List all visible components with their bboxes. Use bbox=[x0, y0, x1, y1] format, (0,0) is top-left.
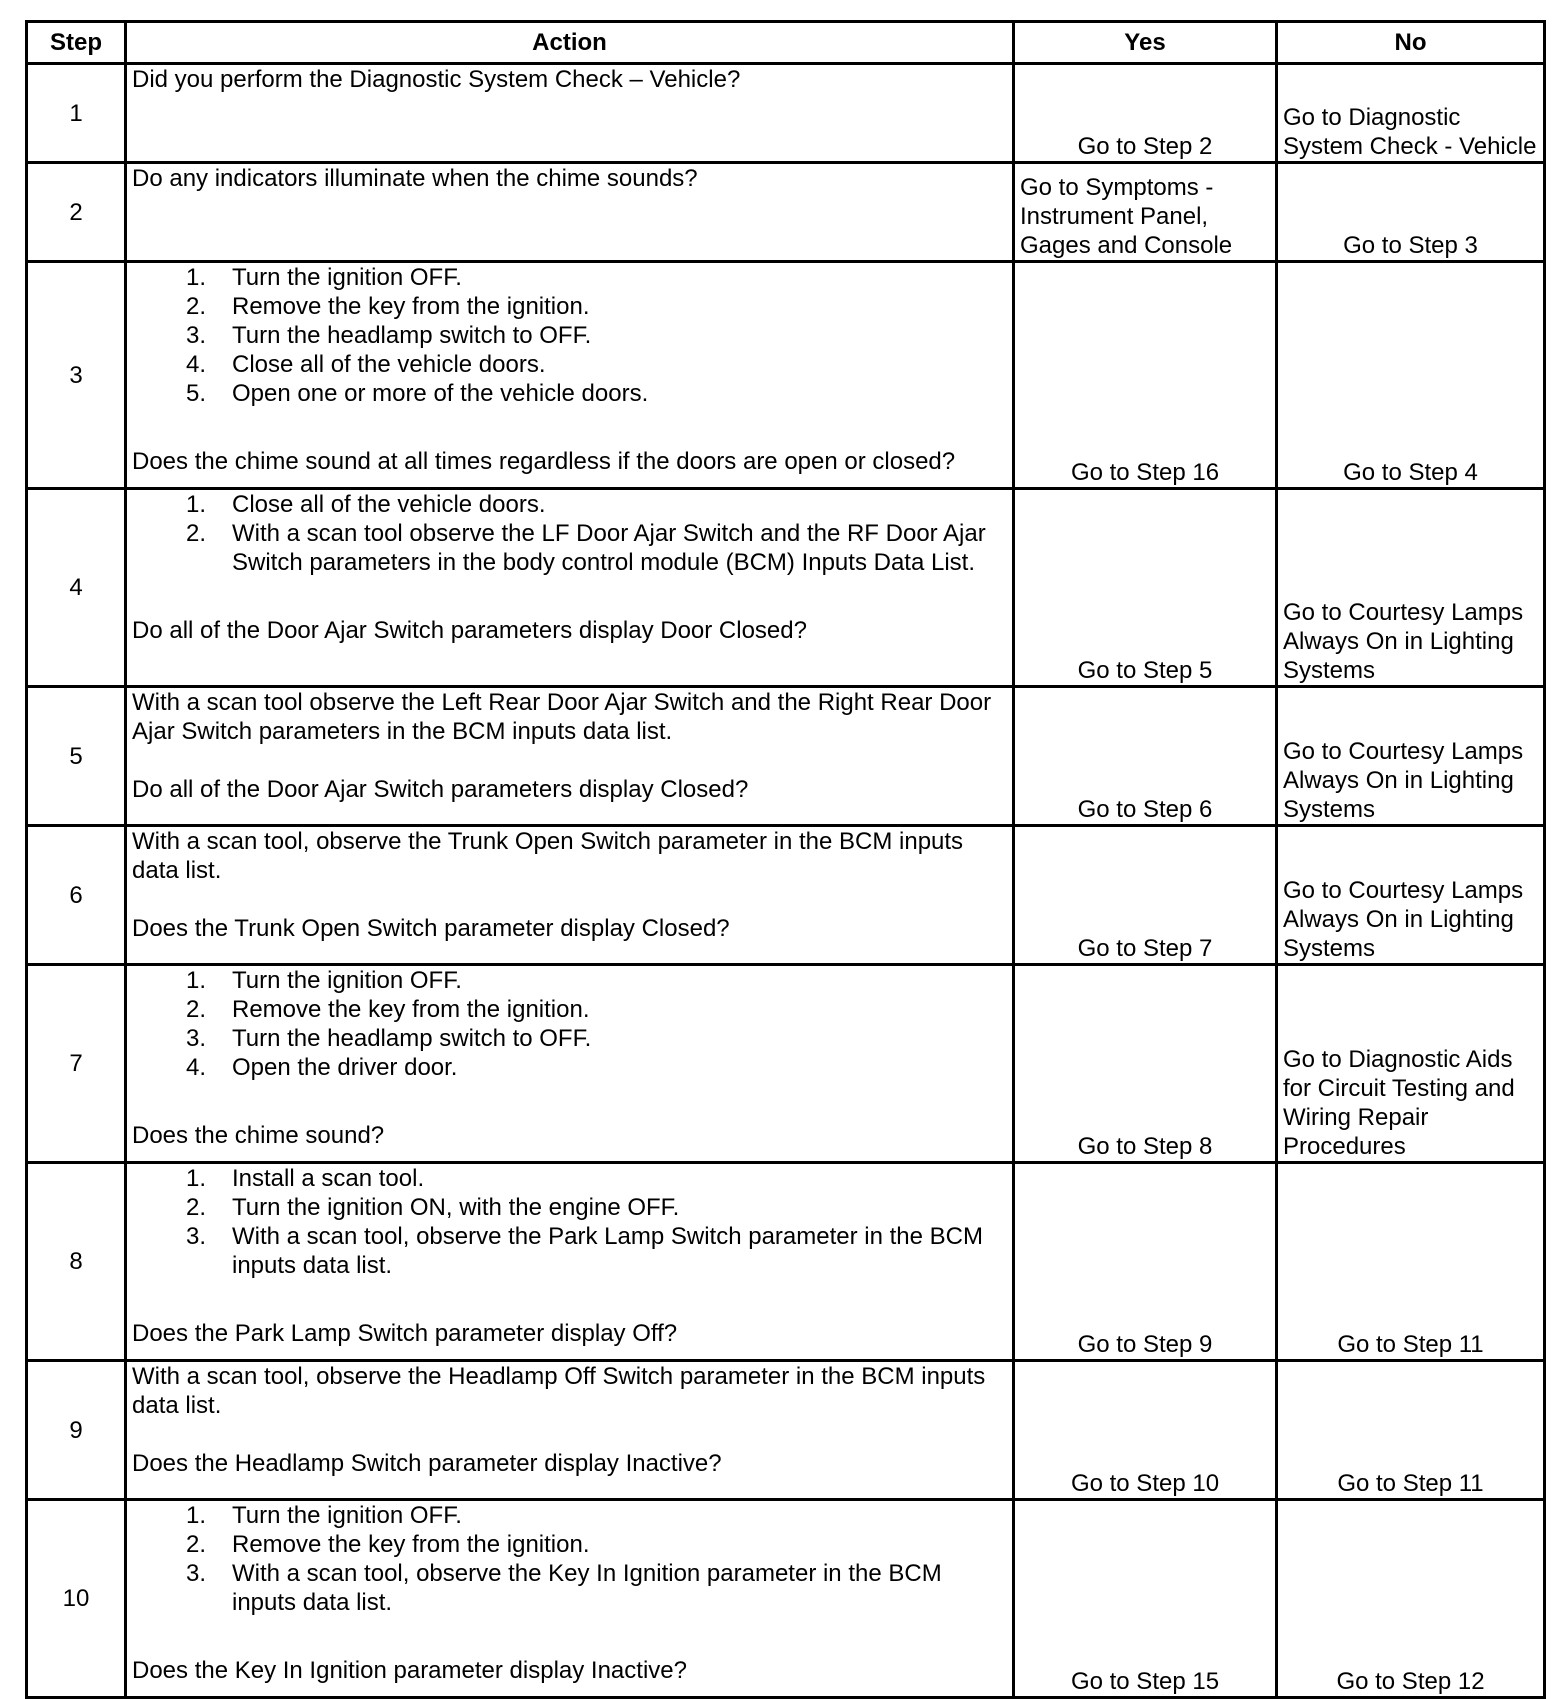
table-row bbox=[27, 163, 1545, 262]
action-text: With a scan tool, observe the Trunk Open Switch parameter in the BCM inputs data list. bbox=[132, 828, 964, 884]
action-question: Does the Headlamp Switch parameter display Inactive? bbox=[132, 1450, 722, 1477]
table-row bbox=[27, 965, 1545, 1163]
yes-cell: Go to Step 10 bbox=[1014, 1361, 1277, 1500]
step-number: 1 bbox=[27, 64, 126, 163]
action-cell bbox=[126, 1361, 1014, 1500]
header-yes: Yes bbox=[1014, 22, 1277, 64]
header-no: No bbox=[1277, 22, 1545, 64]
table-row bbox=[27, 687, 1545, 826]
step-number: 9 bbox=[27, 1361, 126, 1500]
no-cell: Go to Courtesy Lamps Always On in Lighting Systems bbox=[1277, 489, 1545, 687]
action-cell bbox=[126, 489, 1014, 687]
action-cell bbox=[126, 64, 1014, 163]
no-cell: Go to Step 4 bbox=[1277, 262, 1545, 489]
table-row bbox=[27, 1361, 1545, 1500]
list-item: 1. Close all of the vehicle doors. bbox=[185, 491, 546, 518]
step-number: 7 bbox=[27, 965, 126, 1163]
step-number: 3 bbox=[27, 262, 126, 489]
yes-cell: Go to Step 7 bbox=[1014, 826, 1277, 965]
header-step: Step bbox=[27, 22, 126, 64]
step-number: 8 bbox=[27, 1163, 126, 1361]
no-cell: Go to Diagnostic Aids for Circuit Testing and Wiring Repair Procedures bbox=[1277, 965, 1545, 1163]
table-row bbox=[27, 1500, 1545, 1698]
action-steps bbox=[132, 1501, 1007, 1617]
yes-cell: Go to Step 9 bbox=[1014, 1163, 1277, 1361]
yes-cell: Go to Step 5 bbox=[1014, 489, 1277, 687]
header-action: Action bbox=[126, 22, 1014, 64]
action-cell bbox=[126, 826, 1014, 965]
table-row bbox=[27, 262, 1545, 489]
no-cell: Go to Step 11 bbox=[1277, 1361, 1545, 1500]
list-item: 3. With a scan tool, observe the Park Lamp Switch parameter in the BCM inputs data list. bbox=[185, 1223, 983, 1279]
list-item: 2. With a scan tool observe the LF Door Ajar Switch and the RF Door Ajar Switch parameters in the body control module (BCM) Inputs Data List. bbox=[185, 520, 986, 576]
list-item: 3. Turn the headlamp switch to OFF. bbox=[185, 1025, 592, 1052]
list-item: 2. Remove the key from the ignition. bbox=[185, 293, 590, 320]
yes-cell: Go to Step 15 bbox=[1014, 1500, 1277, 1698]
action-steps bbox=[132, 966, 1007, 1082]
header-row bbox=[27, 22, 1545, 64]
list-item: 2. Turn the ignition ON, with the engine OFF. bbox=[185, 1194, 680, 1221]
list-item: 1. Turn the ignition OFF. bbox=[185, 1502, 462, 1529]
action-text: With a scan tool, observe the Headlamp Off Switch parameter in the BCM inputs data list. bbox=[132, 1363, 986, 1419]
no-cell: Go to Diagnostic System Check - Vehicle bbox=[1277, 64, 1545, 163]
no-cell: Go to Courtesy Lamps Always On in Lighting Systems bbox=[1277, 826, 1545, 965]
action-cell bbox=[126, 262, 1014, 489]
action-text: Do any indicators illuminate when the chime sounds? bbox=[132, 165, 698, 192]
list-item: 1. Turn the ignition OFF. bbox=[185, 264, 462, 291]
step-number: 10 bbox=[27, 1500, 126, 1698]
action-steps bbox=[132, 490, 1007, 577]
step-number: 5 bbox=[27, 687, 126, 826]
action-steps bbox=[132, 263, 1007, 408]
table-row bbox=[27, 1163, 1545, 1361]
action-text: With a scan tool observe the Left Rear Door Ajar Switch and the Right Rear Door Ajar Switch parameters in the BCM inputs data list. bbox=[132, 689, 992, 745]
yes-cell: Go to Step 6 bbox=[1014, 687, 1277, 826]
yes-cell: Go to Step 2 bbox=[1014, 64, 1277, 163]
yes-cell: Go to Step 16 bbox=[1014, 262, 1277, 489]
no-cell: Go to Courtesy Lamps Always On in Lighting Systems bbox=[1277, 687, 1545, 826]
action-question: Do all of the Door Ajar Switch parameters display Closed? bbox=[132, 776, 749, 803]
action-cell bbox=[126, 1163, 1014, 1361]
table-row bbox=[27, 489, 1545, 687]
action-cell bbox=[126, 163, 1014, 262]
list-item: 5. Open one or more of the vehicle doors. bbox=[185, 380, 649, 407]
no-cell: Go to Step 3 bbox=[1277, 163, 1545, 262]
list-item: 3. With a scan tool, observe the Key In Ignition parameter in the BCM inputs data list. bbox=[185, 1560, 942, 1616]
diagnostic-table bbox=[25, 20, 1546, 1699]
action-question: Do all of the Door Ajar Switch parameters display Door Closed? bbox=[132, 617, 807, 644]
no-cell: Go to Step 11 bbox=[1277, 1163, 1545, 1361]
list-item: 3. Turn the headlamp switch to OFF. bbox=[185, 322, 592, 349]
action-cell bbox=[126, 965, 1014, 1163]
list-item: 4. Open the driver door. bbox=[185, 1054, 458, 1081]
action-question: Does the Key In Ignition parameter display Inactive? bbox=[132, 1657, 687, 1684]
yes-cell: Go to Symptoms - Instrument Panel, Gages and Console bbox=[1014, 163, 1277, 262]
action-steps bbox=[132, 1164, 1007, 1280]
action-question: Does the Park Lamp Switch parameter display Off? bbox=[132, 1320, 678, 1347]
list-item: 2. Remove the key from the ignition. bbox=[185, 1531, 590, 1558]
step-number: 4 bbox=[27, 489, 126, 687]
list-item: 1. Turn the ignition OFF. bbox=[185, 967, 462, 994]
action-text: Did you perform the Diagnostic System Check – Vehicle? bbox=[132, 66, 741, 93]
action-cell bbox=[126, 687, 1014, 826]
step-number: 6 bbox=[27, 826, 126, 965]
action-question: Does the Trunk Open Switch parameter display Closed? bbox=[132, 915, 730, 942]
yes-cell: Go to Step 8 bbox=[1014, 965, 1277, 1163]
step-number: 2 bbox=[27, 163, 126, 262]
action-question: Does the chime sound? bbox=[132, 1122, 385, 1149]
list-item: 4. Close all of the vehicle doors. bbox=[185, 351, 546, 378]
table-row bbox=[27, 826, 1545, 965]
action-cell bbox=[126, 1500, 1014, 1698]
no-cell: Go to Step 12 bbox=[1277, 1500, 1545, 1698]
table-row bbox=[27, 64, 1545, 163]
list-item: 2. Remove the key from the ignition. bbox=[185, 996, 590, 1023]
action-question: Does the chime sound at all times regardless if the doors are open or closed? bbox=[132, 448, 956, 475]
list-item: 1. Install a scan tool. bbox=[185, 1165, 425, 1192]
